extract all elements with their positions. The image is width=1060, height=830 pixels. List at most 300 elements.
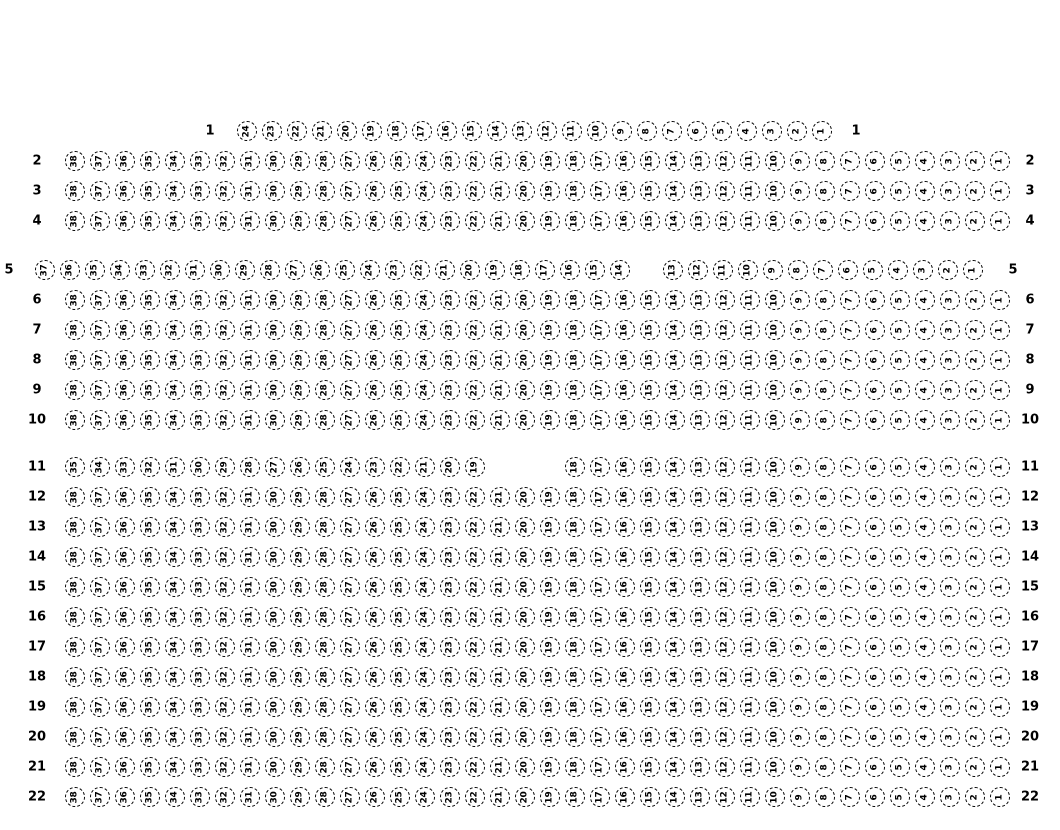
seat-20-32[interactable]	[215, 727, 235, 747]
seat-10-26[interactable]	[365, 410, 385, 430]
seat-12-24[interactable]	[415, 487, 435, 507]
seat-18-20[interactable]	[515, 667, 535, 687]
seat-6-31[interactable]	[240, 290, 260, 310]
seat-5-15[interactable]	[585, 260, 605, 280]
seat-4-35[interactable]	[140, 211, 160, 231]
seat-6-15[interactable]	[640, 290, 660, 310]
seat-5-9[interactable]	[763, 260, 783, 280]
seat-14-34[interactable]	[165, 547, 185, 567]
seat-10-17[interactable]	[590, 410, 610, 430]
seat-14-28[interactable]	[315, 547, 335, 567]
seat-7-17[interactable]	[590, 320, 610, 340]
seat-11-3[interactable]	[940, 457, 960, 477]
seat-6-16[interactable]	[615, 290, 635, 310]
seat-22-28[interactable]	[315, 787, 335, 807]
seat-2-37[interactable]	[90, 151, 110, 171]
seat-18-38[interactable]	[65, 667, 85, 687]
seat-10-3[interactable]	[940, 410, 960, 430]
seat-4-5[interactable]	[890, 211, 910, 231]
seat-19-28[interactable]	[315, 697, 335, 717]
seat-21-4[interactable]	[915, 757, 935, 777]
seat-15-29[interactable]	[290, 577, 310, 597]
seat-1-16[interactable]	[437, 121, 457, 141]
seat-11-14[interactable]	[665, 457, 685, 477]
seat-2-13[interactable]	[690, 151, 710, 171]
seat-12-22[interactable]	[465, 487, 485, 507]
seat-22-1[interactable]	[990, 787, 1010, 807]
seat-20-37[interactable]	[90, 727, 110, 747]
seat-4-3[interactable]	[940, 211, 960, 231]
seat-13-38[interactable]	[65, 517, 85, 537]
seat-9-15[interactable]	[640, 380, 660, 400]
seat-7-29[interactable]	[290, 320, 310, 340]
seat-4-37[interactable]	[90, 211, 110, 231]
seat-14-36[interactable]	[115, 547, 135, 567]
seat-5-5[interactable]	[863, 260, 883, 280]
seat-22-21[interactable]	[490, 787, 510, 807]
seat-10-10[interactable]	[765, 410, 785, 430]
seat-6-4[interactable]	[915, 290, 935, 310]
seat-2-1[interactable]	[990, 151, 1010, 171]
seat-12-32[interactable]	[215, 487, 235, 507]
seat-18-31[interactable]	[240, 667, 260, 687]
seat-17-2[interactable]	[965, 637, 985, 657]
seat-18-8[interactable]	[815, 667, 835, 687]
seat-11-12[interactable]	[715, 457, 735, 477]
seat-7-16[interactable]	[615, 320, 635, 340]
seat-9-37[interactable]	[90, 380, 110, 400]
seat-7-22[interactable]	[465, 320, 485, 340]
seat-16-38[interactable]	[65, 607, 85, 627]
seat-2-3[interactable]	[940, 151, 960, 171]
seat-8-25[interactable]	[390, 350, 410, 370]
seat-9-23[interactable]	[440, 380, 460, 400]
seat-7-4[interactable]	[915, 320, 935, 340]
seat-4-19[interactable]	[540, 211, 560, 231]
seat-16-2[interactable]	[965, 607, 985, 627]
seat-19-9[interactable]	[790, 697, 810, 717]
seat-22-30[interactable]	[265, 787, 285, 807]
seat-18-12[interactable]	[715, 667, 735, 687]
seat-21-29[interactable]	[290, 757, 310, 777]
seat-14-30[interactable]	[265, 547, 285, 567]
seat-15-33[interactable]	[190, 577, 210, 597]
seat-7-21[interactable]	[490, 320, 510, 340]
seat-2-4[interactable]	[915, 151, 935, 171]
seat-9-28[interactable]	[315, 380, 335, 400]
seat-6-12[interactable]	[715, 290, 735, 310]
seat-8-33[interactable]	[190, 350, 210, 370]
seat-11-23[interactable]	[365, 457, 385, 477]
seat-3-11[interactable]	[740, 181, 760, 201]
seat-15-25[interactable]	[390, 577, 410, 597]
seat-6-33[interactable]	[190, 290, 210, 310]
seat-12-9[interactable]	[790, 487, 810, 507]
seat-6-23[interactable]	[440, 290, 460, 310]
seat-2-14[interactable]	[665, 151, 685, 171]
seat-13-35[interactable]	[140, 517, 160, 537]
seat-1-22[interactable]	[287, 121, 307, 141]
seat-19-26[interactable]	[365, 697, 385, 717]
seat-21-28[interactable]	[315, 757, 335, 777]
seat-18-29[interactable]	[290, 667, 310, 687]
seat-14-12[interactable]	[715, 547, 735, 567]
seat-15-34[interactable]	[165, 577, 185, 597]
seat-16-11[interactable]	[740, 607, 760, 627]
seat-12-21[interactable]	[490, 487, 510, 507]
seat-15-24[interactable]	[415, 577, 435, 597]
seat-13-34[interactable]	[165, 517, 185, 537]
seat-14-5[interactable]	[890, 547, 910, 567]
seat-18-28[interactable]	[315, 667, 335, 687]
seat-16-18[interactable]	[565, 607, 585, 627]
seat-2-7[interactable]	[840, 151, 860, 171]
seat-15-20[interactable]	[515, 577, 535, 597]
seat-11-18[interactable]	[565, 457, 585, 477]
seat-18-19[interactable]	[540, 667, 560, 687]
seat-9-17[interactable]	[590, 380, 610, 400]
seat-20-28[interactable]	[315, 727, 335, 747]
seat-5-6[interactable]	[838, 260, 858, 280]
seat-6-10[interactable]	[765, 290, 785, 310]
seat-8-38[interactable]	[65, 350, 85, 370]
seat-6-5[interactable]	[890, 290, 910, 310]
seat-18-11[interactable]	[740, 667, 760, 687]
seat-5-36[interactable]	[60, 260, 80, 280]
seat-2-30[interactable]	[265, 151, 285, 171]
seat-11-26[interactable]	[290, 457, 310, 477]
seat-4-18[interactable]	[565, 211, 585, 231]
seat-11-20[interactable]	[440, 457, 460, 477]
seat-8-15[interactable]	[640, 350, 660, 370]
seat-2-23[interactable]	[440, 151, 460, 171]
seat-20-4[interactable]	[915, 727, 935, 747]
seat-6-21[interactable]	[490, 290, 510, 310]
seat-15-15[interactable]	[640, 577, 660, 597]
seat-2-35[interactable]	[140, 151, 160, 171]
seat-10-28[interactable]	[315, 410, 335, 430]
seat-9-4[interactable]	[915, 380, 935, 400]
seat-18-35[interactable]	[140, 667, 160, 687]
seat-4-4[interactable]	[915, 211, 935, 231]
seat-17-6[interactable]	[865, 637, 885, 657]
seat-15-14[interactable]	[665, 577, 685, 597]
seat-17-22[interactable]	[465, 637, 485, 657]
seat-2-21[interactable]	[490, 151, 510, 171]
seat-2-6[interactable]	[865, 151, 885, 171]
seat-13-19[interactable]	[540, 517, 560, 537]
seat-5-32[interactable]	[160, 260, 180, 280]
seat-1-13[interactable]	[512, 121, 532, 141]
seat-21-24[interactable]	[415, 757, 435, 777]
seat-7-34[interactable]	[165, 320, 185, 340]
seat-11-27[interactable]	[265, 457, 285, 477]
seat-14-27[interactable]	[340, 547, 360, 567]
seat-10-11[interactable]	[740, 410, 760, 430]
seat-5-17[interactable]	[535, 260, 555, 280]
seat-16-19[interactable]	[540, 607, 560, 627]
seat-16-15[interactable]	[640, 607, 660, 627]
seat-4-28[interactable]	[315, 211, 335, 231]
seat-8-9[interactable]	[790, 350, 810, 370]
seat-18-1[interactable]	[990, 667, 1010, 687]
seat-21-5[interactable]	[890, 757, 910, 777]
seat-11-11[interactable]	[740, 457, 760, 477]
seat-5-3[interactable]	[913, 260, 933, 280]
seat-13-9[interactable]	[790, 517, 810, 537]
seat-14-13[interactable]	[690, 547, 710, 567]
seat-9-38[interactable]	[65, 380, 85, 400]
seat-4-21[interactable]	[490, 211, 510, 231]
seat-1-17[interactable]	[412, 121, 432, 141]
seat-8-13[interactable]	[690, 350, 710, 370]
seat-18-13[interactable]	[690, 667, 710, 687]
seat-16-35[interactable]	[140, 607, 160, 627]
seat-13-22[interactable]	[465, 517, 485, 537]
seat-11-6[interactable]	[865, 457, 885, 477]
seat-9-16[interactable]	[615, 380, 635, 400]
seat-9-11[interactable]	[740, 380, 760, 400]
seat-9-7[interactable]	[840, 380, 860, 400]
seat-19-2[interactable]	[965, 697, 985, 717]
seat-4-36[interactable]	[115, 211, 135, 231]
seat-21-21[interactable]	[490, 757, 510, 777]
seat-5-14[interactable]	[610, 260, 630, 280]
seat-9-9[interactable]	[790, 380, 810, 400]
seat-18-24[interactable]	[415, 667, 435, 687]
seat-19-14[interactable]	[665, 697, 685, 717]
seat-1-10[interactable]	[587, 121, 607, 141]
seat-13-14[interactable]	[665, 517, 685, 537]
seat-1-21[interactable]	[312, 121, 332, 141]
seat-17-31[interactable]	[240, 637, 260, 657]
seat-7-3[interactable]	[940, 320, 960, 340]
seat-11-9[interactable]	[790, 457, 810, 477]
seat-22-24[interactable]	[415, 787, 435, 807]
seat-10-34[interactable]	[165, 410, 185, 430]
seat-10-9[interactable]	[790, 410, 810, 430]
seat-19-6[interactable]	[865, 697, 885, 717]
seat-22-12[interactable]	[715, 787, 735, 807]
seat-4-24[interactable]	[415, 211, 435, 231]
seat-8-35[interactable]	[140, 350, 160, 370]
seat-13-23[interactable]	[440, 517, 460, 537]
seat-15-30[interactable]	[265, 577, 285, 597]
seat-13-7[interactable]	[840, 517, 860, 537]
seat-20-34[interactable]	[165, 727, 185, 747]
seat-17-24[interactable]	[415, 637, 435, 657]
seat-11-13[interactable]	[690, 457, 710, 477]
seat-9-3[interactable]	[940, 380, 960, 400]
seat-13-32[interactable]	[215, 517, 235, 537]
seat-2-8[interactable]	[815, 151, 835, 171]
seat-17-25[interactable]	[390, 637, 410, 657]
seat-7-25[interactable]	[390, 320, 410, 340]
seat-6-35[interactable]	[140, 290, 160, 310]
seat-16-7[interactable]	[840, 607, 860, 627]
seat-8-14[interactable]	[665, 350, 685, 370]
seat-19-30[interactable]	[265, 697, 285, 717]
seat-22-32[interactable]	[215, 787, 235, 807]
seat-19-35[interactable]	[140, 697, 160, 717]
seat-16-36[interactable]	[115, 607, 135, 627]
seat-20-36[interactable]	[115, 727, 135, 747]
seat-10-1[interactable]	[990, 410, 1010, 430]
seat-11-34[interactable]	[90, 457, 110, 477]
seat-22-4[interactable]	[915, 787, 935, 807]
seat-2-5[interactable]	[890, 151, 910, 171]
seat-13-4[interactable]	[915, 517, 935, 537]
seat-11-22[interactable]	[390, 457, 410, 477]
seat-22-10[interactable]	[765, 787, 785, 807]
seat-21-22[interactable]	[465, 757, 485, 777]
seat-3-8[interactable]	[815, 181, 835, 201]
seat-22-17[interactable]	[590, 787, 610, 807]
seat-6-29[interactable]	[290, 290, 310, 310]
seat-17-28[interactable]	[315, 637, 335, 657]
seat-22-25[interactable]	[390, 787, 410, 807]
seat-3-18[interactable]	[565, 181, 585, 201]
seat-16-4[interactable]	[915, 607, 935, 627]
seat-21-37[interactable]	[90, 757, 110, 777]
seat-12-8[interactable]	[815, 487, 835, 507]
seat-3-27[interactable]	[340, 181, 360, 201]
seat-5-12[interactable]	[688, 260, 708, 280]
seat-10-38[interactable]	[65, 410, 85, 430]
seat-16-37[interactable]	[90, 607, 110, 627]
seat-13-30[interactable]	[265, 517, 285, 537]
seat-9-34[interactable]	[165, 380, 185, 400]
seat-12-25[interactable]	[390, 487, 410, 507]
seat-16-23[interactable]	[440, 607, 460, 627]
seat-21-19[interactable]	[540, 757, 560, 777]
seat-17-16[interactable]	[615, 637, 635, 657]
seat-13-21[interactable]	[490, 517, 510, 537]
seat-11-5[interactable]	[890, 457, 910, 477]
seat-14-31[interactable]	[240, 547, 260, 567]
seat-20-25[interactable]	[390, 727, 410, 747]
seat-11-8[interactable]	[815, 457, 835, 477]
seat-1-14[interactable]	[487, 121, 507, 141]
seat-16-34[interactable]	[165, 607, 185, 627]
seat-14-19[interactable]	[540, 547, 560, 567]
seat-20-11[interactable]	[740, 727, 760, 747]
seat-17-14[interactable]	[665, 637, 685, 657]
seat-2-36[interactable]	[115, 151, 135, 171]
seat-9-10[interactable]	[765, 380, 785, 400]
seat-3-13[interactable]	[690, 181, 710, 201]
seat-2-19[interactable]	[540, 151, 560, 171]
seat-2-15[interactable]	[640, 151, 660, 171]
seat-15-31[interactable]	[240, 577, 260, 597]
seat-18-37[interactable]	[90, 667, 110, 687]
seat-4-32[interactable]	[215, 211, 235, 231]
seat-5-11[interactable]	[713, 260, 733, 280]
seat-12-2[interactable]	[965, 487, 985, 507]
seat-7-18[interactable]	[565, 320, 585, 340]
seat-21-30[interactable]	[265, 757, 285, 777]
seat-12-34[interactable]	[165, 487, 185, 507]
seat-12-20[interactable]	[515, 487, 535, 507]
seat-13-2[interactable]	[965, 517, 985, 537]
seat-12-16[interactable]	[615, 487, 635, 507]
seat-9-30[interactable]	[265, 380, 285, 400]
seat-16-29[interactable]	[290, 607, 310, 627]
seat-10-14[interactable]	[665, 410, 685, 430]
seat-1-4[interactable]	[737, 121, 757, 141]
seat-17-21[interactable]	[490, 637, 510, 657]
seat-17-26[interactable]	[365, 637, 385, 657]
seat-3-22[interactable]	[465, 181, 485, 201]
seat-9-8[interactable]	[815, 380, 835, 400]
seat-17-15[interactable]	[640, 637, 660, 657]
seat-10-19[interactable]	[540, 410, 560, 430]
seat-6-1[interactable]	[990, 290, 1010, 310]
seat-9-36[interactable]	[115, 380, 135, 400]
seat-2-34[interactable]	[165, 151, 185, 171]
seat-8-32[interactable]	[215, 350, 235, 370]
seat-7-31[interactable]	[240, 320, 260, 340]
seat-21-25[interactable]	[390, 757, 410, 777]
seat-2-29[interactable]	[290, 151, 310, 171]
seat-12-15[interactable]	[640, 487, 660, 507]
seat-18-5[interactable]	[890, 667, 910, 687]
seat-13-29[interactable]	[290, 517, 310, 537]
seat-5-37[interactable]	[35, 260, 55, 280]
seat-2-25[interactable]	[390, 151, 410, 171]
seat-13-37[interactable]	[90, 517, 110, 537]
seat-20-8[interactable]	[815, 727, 835, 747]
seat-10-2[interactable]	[965, 410, 985, 430]
seat-8-30[interactable]	[265, 350, 285, 370]
seat-10-36[interactable]	[115, 410, 135, 430]
seat-4-6[interactable]	[865, 211, 885, 231]
seat-6-27[interactable]	[340, 290, 360, 310]
seat-19-3[interactable]	[940, 697, 960, 717]
seat-18-10[interactable]	[765, 667, 785, 687]
seat-14-15[interactable]	[640, 547, 660, 567]
seat-7-36[interactable]	[115, 320, 135, 340]
seat-1-6[interactable]	[687, 121, 707, 141]
seat-8-1[interactable]	[990, 350, 1010, 370]
seat-14-6[interactable]	[865, 547, 885, 567]
seat-19-29[interactable]	[290, 697, 310, 717]
seat-11-21[interactable]	[415, 457, 435, 477]
seat-8-20[interactable]	[515, 350, 535, 370]
seat-10-23[interactable]	[440, 410, 460, 430]
seat-16-25[interactable]	[390, 607, 410, 627]
seat-21-8[interactable]	[815, 757, 835, 777]
seat-19-22[interactable]	[465, 697, 485, 717]
seat-18-22[interactable]	[465, 667, 485, 687]
seat-2-31[interactable]	[240, 151, 260, 171]
seat-2-20[interactable]	[515, 151, 535, 171]
seat-17-29[interactable]	[290, 637, 310, 657]
seat-1-11[interactable]	[562, 121, 582, 141]
seat-8-37[interactable]	[90, 350, 110, 370]
seat-6-17[interactable]	[590, 290, 610, 310]
seat-22-7[interactable]	[840, 787, 860, 807]
seat-8-12[interactable]	[715, 350, 735, 370]
seat-15-18[interactable]	[565, 577, 585, 597]
seat-7-28[interactable]	[315, 320, 335, 340]
seat-2-27[interactable]	[340, 151, 360, 171]
seat-10-33[interactable]	[190, 410, 210, 430]
seat-4-23[interactable]	[440, 211, 460, 231]
seat-5-1[interactable]	[963, 260, 983, 280]
seat-3-34[interactable]	[165, 181, 185, 201]
seat-15-12[interactable]	[715, 577, 735, 597]
